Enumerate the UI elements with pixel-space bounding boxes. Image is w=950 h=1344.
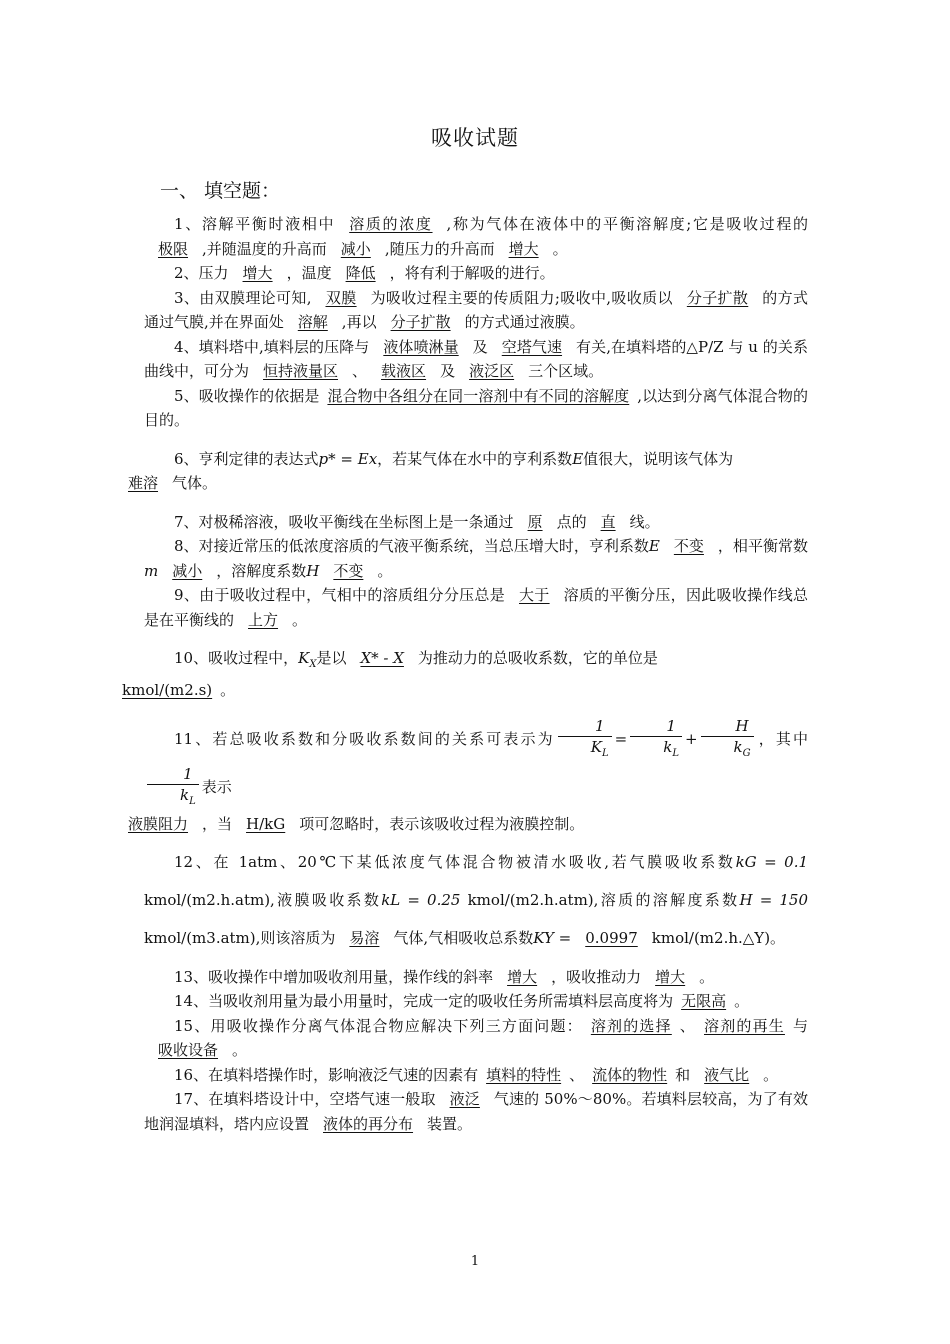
q14-text: 。 — [734, 992, 750, 1010]
frac-den — [558, 737, 612, 764]
q15-answer: 溶剂的选择 — [590, 1016, 672, 1035]
frac-den-var: K — [590, 738, 602, 756]
q8-text: 。 — [377, 561, 393, 580]
q7-answer: 直 — [600, 512, 616, 531]
question-10 — [122, 646, 808, 702]
q15-answer: 吸收设备 — [158, 1041, 219, 1059]
q10-text: 是以 — [316, 649, 347, 667]
q8-text: ，相平衡常数 — [717, 537, 808, 555]
question-list — [122, 212, 809, 1136]
frac-den — [630, 737, 682, 764]
q13-text: ，吸收推动力 — [551, 967, 642, 986]
q16-text: 、 — [569, 1065, 585, 1084]
q11-fraction — [147, 764, 199, 812]
q7-answer: 原 — [527, 512, 543, 531]
q13-answer: 增大 — [655, 967, 686, 986]
q9-text: 9、由于吸收过程中，气相中的溶质组分分压总是 — [174, 586, 505, 604]
q11-fraction — [558, 716, 612, 764]
q12-formula: H = 150 — [739, 890, 808, 909]
q9-answer: 大于 — [519, 586, 550, 604]
q4-answer: 液体喷淋量 — [383, 337, 459, 356]
q9-text: 溶质的平衡分压，因此吸收操作线总是在平衡线的 — [144, 586, 808, 629]
page-number: 1 — [470, 1254, 480, 1269]
question-1 — [144, 212, 808, 261]
q10-text: 。 — [220, 680, 236, 699]
q11-fraction — [701, 716, 754, 764]
frac-num: 1 — [558, 716, 612, 737]
q4-text: 及 — [472, 337, 488, 356]
q12-formula: kL = 0.25 — [381, 890, 461, 909]
q11-answer: 液膜阻力 — [128, 815, 189, 833]
q13-text: 。 — [699, 967, 715, 986]
q15-text: 15、用吸收操作分离气体混合物应解决下列三方面问题： — [174, 1016, 583, 1035]
q15-answer: 溶剂的再生 — [704, 1016, 785, 1035]
q6-formula: p* = Ex — [318, 449, 378, 468]
q1-answer: 增大 — [508, 239, 539, 258]
q14-text: 14、当吸收剂用量为最小用量时，完成一定的吸收任务所需填料层高度将为 — [174, 992, 674, 1010]
q1-text: 1、溶解平衡时液相中 — [174, 215, 336, 233]
q7-text: 7、对极稀溶液，吸收平衡线在坐标图上是一条通过 — [174, 512, 514, 531]
q1-text: ,随压力的升高而 — [384, 239, 495, 258]
q8-formula: H — [306, 561, 320, 580]
q8-formula: m — [144, 561, 159, 580]
question-3 — [144, 286, 808, 335]
q12-text: kmol/(m2.h.atm),液膜吸收系数 — [144, 890, 382, 909]
q16-answer: 液气比 — [704, 1065, 750, 1084]
section-heading: 一、 填空题： — [160, 180, 281, 202]
q12-formula: kG = 0.1 — [735, 852, 809, 871]
q1-text: 。 — [552, 239, 568, 258]
frac-num: H — [701, 716, 754, 737]
q12-text: 气体,气相吸收总系数 — [393, 928, 534, 947]
q9-text: 。 — [292, 610, 308, 629]
q2-answer: 增大 — [242, 264, 273, 282]
q7-text: 线。 — [629, 512, 660, 531]
q6-text: 气体。 — [172, 474, 218, 492]
q11-text: ，当 — [202, 815, 233, 833]
question-13 — [144, 965, 808, 990]
q6-text: ，若某气体在水中的亨利系数 — [377, 449, 573, 468]
q1-text: ,并随温度的升高而 — [202, 239, 327, 258]
q11-answer: H/kG — [246, 815, 286, 833]
q3-text: 的方式通过液膜。 — [464, 313, 585, 331]
q1-answer: 极限 — [158, 239, 189, 258]
question-2 — [144, 261, 808, 286]
frac-num: 1 — [630, 716, 682, 737]
q11-plus: + — [684, 730, 698, 748]
q8-answer: 减小 — [172, 561, 203, 580]
q16-text: 和 — [675, 1065, 691, 1084]
q6-text: 6、亨利定律的表达式 — [174, 449, 319, 468]
q8-answer: 不变 — [673, 537, 704, 555]
frac-den-var: k — [663, 738, 673, 756]
q4-answer: 恒持液量区 — [263, 362, 339, 380]
q13-answer: 增大 — [507, 967, 538, 986]
question-4 — [144, 335, 808, 384]
q2-answer: 降低 — [345, 264, 376, 282]
q3-text: 为吸收过程主要的传质阻力;吸收中,吸收质以 — [370, 288, 673, 307]
q12-text: kmol/(m2.h.△Y)。 — [651, 928, 786, 947]
q1-answer: 溶质的浓度 — [349, 215, 433, 233]
question-16 — [144, 1063, 808, 1088]
q11-equals: = — [614, 730, 628, 748]
q10-text: 为推动力的总吸收系数，它的单位是 — [417, 649, 658, 667]
q10-answer: kmol/(m2.s) — [122, 680, 213, 699]
q3-text: 3、由双膜理论可知, — [174, 288, 312, 307]
question-7 — [144, 510, 808, 535]
q9-answer: 上方 — [248, 610, 279, 629]
q3-text: ,再以 — [341, 313, 377, 331]
q16-text: 。 — [763, 1065, 779, 1084]
q6-text: 值很大，说明该气体为 — [583, 449, 734, 468]
question-8 — [144, 534, 808, 583]
q7-text: 点的 — [556, 512, 587, 531]
q5-text: ,以达到分离气体混合物的目的。 — [144, 386, 808, 429]
q4-text: 、 — [352, 362, 368, 380]
q4-text: 4、填料塔中,填料层的压降与 — [174, 337, 370, 356]
q3-text: 的方式通过气膜,并在界面处 — [144, 288, 808, 331]
q17-answer: 液泛 — [449, 1090, 480, 1108]
question-15 — [144, 1014, 808, 1063]
q10-formula: K — [298, 649, 310, 667]
document-title: 吸收试题 — [431, 126, 519, 150]
q4-text: 有关,在填料塔的△P/Z 与 u 的关系曲线中，可分为 — [144, 337, 808, 380]
q10-formula-sub: X — [309, 659, 317, 670]
q17-text: 17、在填料塔设计中，空塔气速一般取 — [174, 1090, 436, 1108]
q8-formula: E — [648, 537, 660, 555]
q15-text: 与 — [792, 1016, 808, 1035]
question-12 — [144, 843, 808, 957]
q3-answer: 双膜 — [325, 288, 357, 307]
q2-text: 2、压力 — [174, 264, 229, 282]
q12-answer: 0.0997 — [585, 928, 638, 947]
q16-answer: 填料的特性 — [486, 1065, 562, 1084]
q12-formula: KY = — [533, 928, 572, 947]
q2-text: ，温度 — [286, 264, 332, 282]
q8-text: 8、对接近常压的低浓度溶质的气液平衡系统，当总压增大时，亨利系数 — [174, 537, 649, 555]
question-6 — [128, 447, 808, 496]
q4-text: 及 — [440, 362, 456, 380]
q5-answer: 混合物中各组分在同一溶剂中有不同的溶解度 — [327, 386, 630, 405]
q17-text: 装置。 — [427, 1114, 473, 1133]
q3-answer: 分子扩散 — [390, 313, 451, 331]
q6-formula: E — [572, 449, 584, 468]
q10-text: 10、吸收过程中， — [174, 649, 299, 667]
q12-text: 12、在 1atm、20℃下某低浓度气体混合物被清水吸收,若气膜吸收系数 — [174, 852, 736, 871]
q5-text: 5、吸收操作的依据是 — [174, 386, 320, 405]
q12-text: kmol/(m3.atm),则该溶质为 — [144, 928, 336, 947]
q8-answer: 不变 — [333, 561, 364, 580]
q13-text: 13、吸收操作中增加吸收剂用量，操作线的斜率 — [174, 967, 494, 986]
q3-answer: 溶解 — [297, 313, 328, 331]
q6-answer: 难溶 — [128, 474, 159, 492]
q12-text: kmol/(m2.h.atm),溶质的溶解度系数 — [467, 890, 740, 909]
q4-answer: 载液区 — [381, 362, 427, 380]
q15-text: 、 — [679, 1016, 696, 1035]
q1-text: ,称为气体在液体中的平衡溶解度;它是吸收过程的 — [446, 215, 808, 233]
q12-answer: 易溶 — [349, 928, 380, 947]
q11-fraction — [630, 716, 682, 764]
q16-answer: 流体的物性 — [592, 1065, 668, 1084]
q4-answer: 液泛区 — [469, 362, 515, 380]
q8-text: ，溶解度系数 — [216, 561, 307, 580]
frac-den-sub: L — [602, 748, 609, 759]
frac-den-var: k — [733, 738, 743, 756]
q4-text: 三个区域。 — [528, 362, 604, 380]
frac-num: 1 — [147, 764, 199, 785]
q11-text: ，其中 — [756, 730, 808, 748]
question-14 — [144, 989, 808, 1014]
question-17 — [144, 1087, 808, 1136]
question-5 — [144, 384, 808, 433]
q17-answer: 液体的再分布 — [323, 1114, 414, 1133]
q11-text: 项可忽略时，表示该吸收过程为液膜控制。 — [299, 815, 585, 833]
q1-answer: 减小 — [340, 239, 371, 258]
q11-text: 11、若总吸收系数和分吸收系数间的关系可表示为 — [174, 730, 555, 748]
q3-answer: 分子扩散 — [686, 288, 749, 307]
frac-den — [701, 737, 754, 764]
frac-den-sub: L — [189, 796, 196, 807]
q11-text: 表示 — [201, 778, 232, 796]
q4-answer: 空塔气速 — [501, 337, 563, 356]
question-9 — [144, 583, 808, 632]
frac-den-sub: G — [742, 748, 751, 759]
frac-den — [147, 785, 199, 812]
q16-text: 16、在填料塔操作时，影响液泛气速的因素有 — [174, 1065, 479, 1084]
question-11 — [128, 716, 808, 837]
q14-answer: 无限高 — [681, 992, 727, 1010]
q17-text: 气速的 50%～80%。若填料层较高，为了有效地润湿填料，塔内应设置 — [144, 1090, 808, 1133]
q2-text: ，将有利于解吸的进行。 — [389, 264, 555, 282]
frac-den-var: k — [180, 786, 190, 804]
q10-answer: X* - X — [360, 649, 404, 667]
q15-text: 。 — [232, 1041, 248, 1059]
frac-den-sub: L — [672, 748, 679, 759]
